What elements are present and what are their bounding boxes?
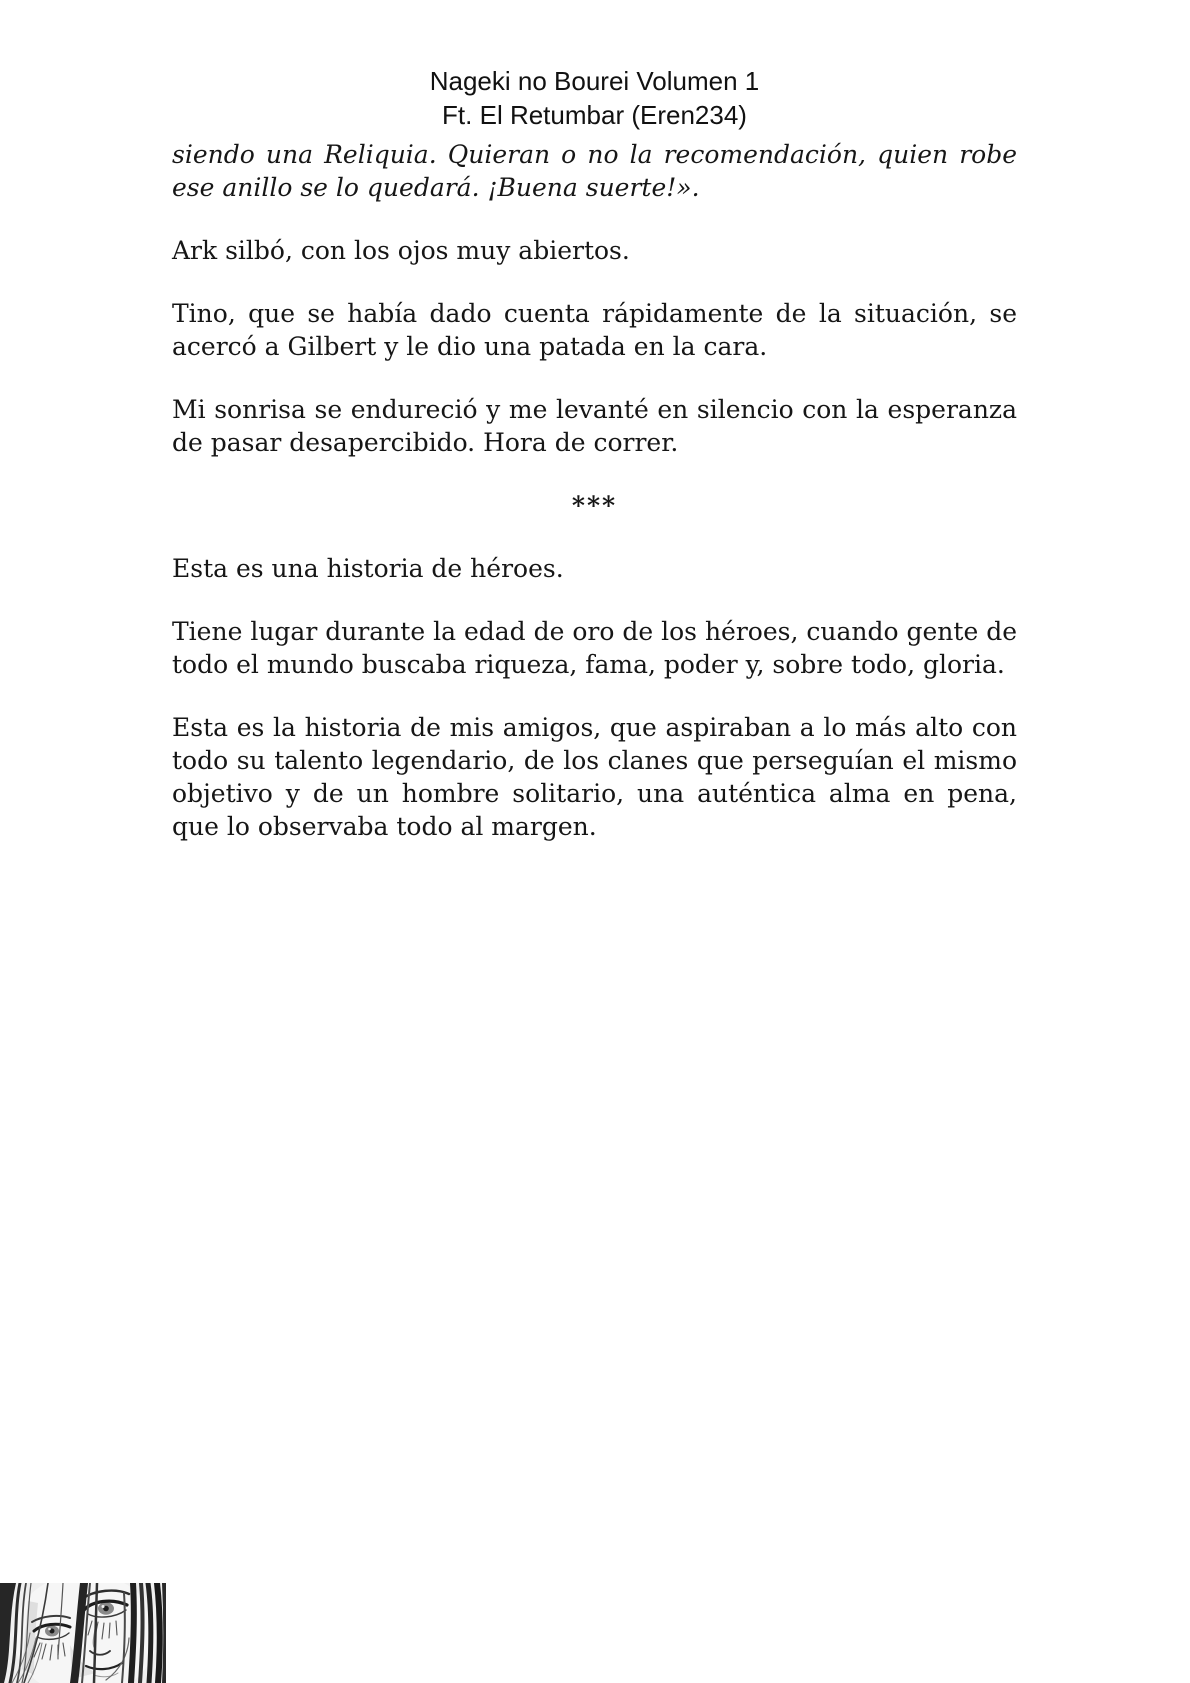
document-subtitle: Ft. El Retumbar (Eren234) (442, 100, 747, 130)
paragraph: Esta es una historia de héroes. (172, 554, 564, 583)
document-body (172, 138, 1017, 873)
paragraph: Esta es la historia de mis amigos, que aspiraban a lo más alto con todo su talento legendario, de los clanes que perseguían el mismo objetivo y de un hombre solitario, una auténtica alma en pena, que lo observaba todo al margen. (172, 713, 1017, 841)
paragraph: Mi sonrisa se endureció y me levanté en silencio con la esperanza de pasar desapercibido. Hora de correr. (172, 395, 1017, 457)
paragraph-continuation: siendo una Reliquia. Quieran o no la recomendación, quien robe ese anillo se lo quedará. ¡Buena suerte!». (172, 140, 1017, 202)
paragraph: Tiene lugar durante la edad de oro de los héroes, cuando gente de todo el mundo buscaba riqueza, fama, poder y, sobre todo, gloria. (172, 617, 1017, 679)
document-header (172, 64, 1017, 132)
paragraph: Tino, que se había dado cuenta rápidamente de la situación, se acercó a Gilbert y le dio una patada en la cara. (172, 299, 1017, 361)
paragraph: Ark silbó, con los ojos muy abiertos. (172, 236, 630, 265)
scene-separator: *** (571, 491, 618, 520)
document-title: Nageki no Bourei Volumen 1 (429, 66, 760, 96)
manga-face-image (0, 1583, 166, 1683)
